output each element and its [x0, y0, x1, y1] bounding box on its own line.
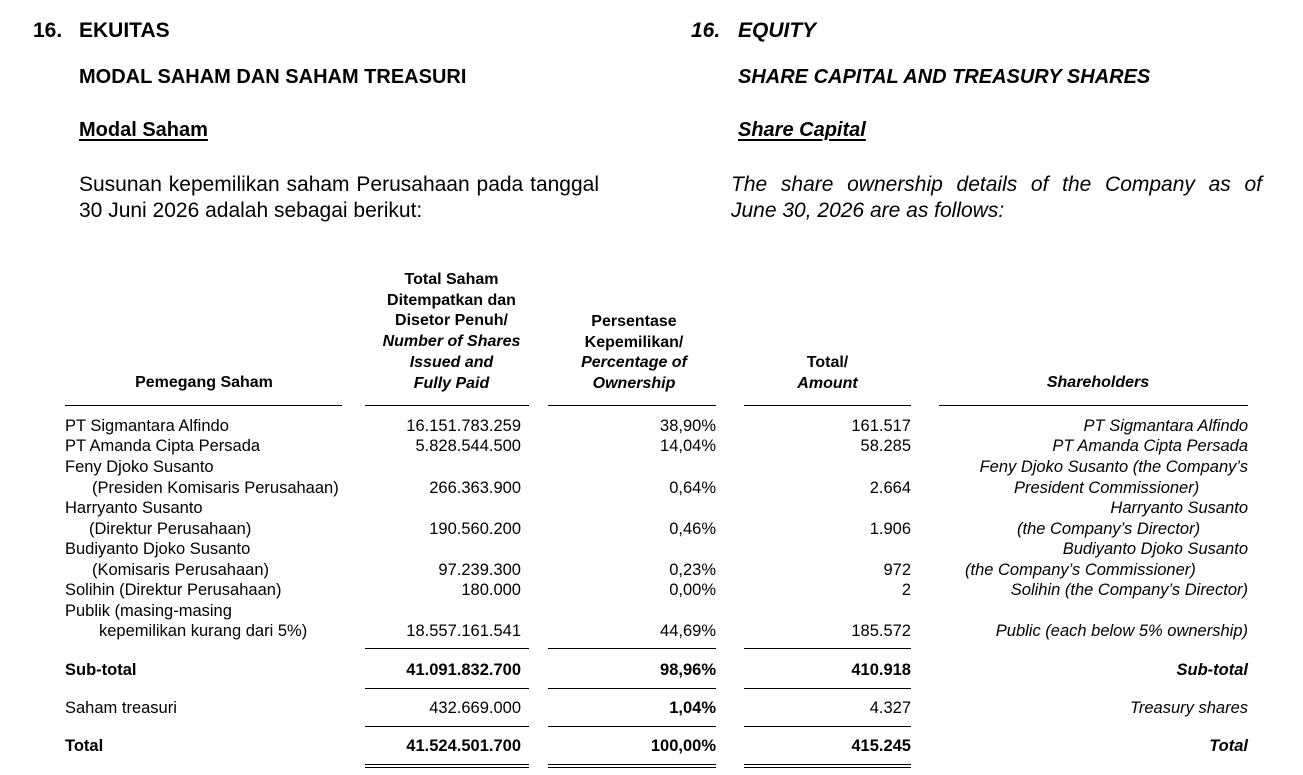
row-shares: 18.557.161.541 [406, 622, 521, 640]
header-pemegang-saham: Pemegang Saham [135, 374, 273, 391]
row-amount: 972 [883, 561, 911, 579]
section-number-left: 16. [33, 19, 63, 42]
row-amount: 1.906 [869, 520, 911, 538]
total-double-rule [744, 767, 911, 768]
row-name-sub: (Presiden Komisaris Perusahaan) [92, 479, 339, 497]
total-double-rule [365, 767, 529, 768]
header-amount-line: Total/ [806, 354, 849, 371]
treasury-amount: 4.327 [869, 699, 911, 717]
row-percent: 44,69% [660, 622, 716, 640]
treasury-label: Saham treasuri [65, 699, 177, 717]
treasury-percent: 1,04% [669, 699, 716, 717]
header-shares-line: Disetor Penuh/ [395, 312, 508, 330]
row-shareholder-en: Harryanto Susanto [1110, 499, 1248, 517]
row-name: Harryanto Susanto [65, 499, 203, 517]
row-name-sub: (Komisaris Perusahaan) [92, 561, 269, 579]
row-shares: 190.560.200 [429, 520, 521, 538]
header-rule [365, 405, 529, 406]
treasury-rule [365, 688, 529, 689]
row-shareholder-en: PT Amanda Cipta Persada [1052, 437, 1248, 455]
row-shareholder-en-sub: (the Company’s Commissioner) [965, 561, 1196, 579]
header-percent-line: Ownership [592, 375, 676, 393]
section-title-left: EKUITAS [79, 19, 170, 42]
header-shares-line: Fully Paid [413, 374, 490, 392]
total-percent: 100,00% [650, 737, 716, 755]
header-shares-line: Ditempatkan dan [387, 291, 516, 309]
header-rule [548, 405, 716, 406]
row-shareholder-en-sub: (the Company’s Director) [1017, 520, 1201, 538]
total-rule [365, 726, 529, 727]
row-name: PT Amanda Cipta Persada [65, 437, 261, 455]
header-shareholders: Shareholders [1046, 374, 1150, 391]
header-shares [360, 270, 543, 394]
row-percent: 0,64% [669, 479, 716, 497]
row-name: Solihin (Direktur Perusahaan) [65, 581, 282, 599]
row-amount: 161.517 [851, 417, 911, 435]
header-percent [548, 312, 720, 395]
subtotal-rule [548, 648, 716, 649]
row-percent: 0,23% [669, 561, 716, 579]
paragraph-left: Susunan kepemilikan saham Perusahaan pada tanggal 30 Juni 2026 adalah sebagai berikut: [79, 173, 599, 222]
total-double-rule [548, 764, 716, 765]
row-name-sub: kepemilikan kurang dari 5%) [99, 622, 308, 640]
header-rule [744, 405, 911, 406]
subheading-right: Share Capital [738, 119, 866, 141]
row-shares: 180.000 [461, 581, 521, 599]
row-percent: 0,00% [669, 581, 716, 599]
total-rule [548, 726, 716, 727]
row-shares: 16.151.783.259 [406, 417, 521, 435]
header-percent-line: Kepemilikan/ [584, 333, 684, 351]
row-name: PT Sigmantara Alfindo [65, 417, 229, 435]
treasury-shares: 432.669.000 [429, 699, 521, 717]
subtitle-left: MODAL SAHAM DAN SAHAM TREASURI [79, 66, 467, 88]
row-amount: 2.664 [869, 479, 911, 497]
row-shareholder-en-sub: President Commissioner) [1014, 479, 1200, 497]
row-name: Publik (masing-masing [65, 602, 232, 620]
total-double-rule [744, 764, 911, 765]
row-shareholder-en: Solihin (the Company’s Director) [1010, 581, 1248, 599]
row-shares: 266.363.900 [429, 479, 521, 497]
total-double-rule [365, 764, 529, 765]
row-shareholder-en: Feny Djoko Susanto (the Company’s [979, 458, 1248, 476]
row-percent: 0,46% [669, 520, 716, 538]
header-percent-line: Persentase [591, 313, 677, 330]
header-amount [744, 353, 911, 394]
header-shares-line: Issued and [409, 353, 494, 371]
total-label-en: Total [1209, 737, 1248, 755]
subtotal-percent: 98,96% [660, 661, 716, 679]
row-amount: 58.285 [860, 437, 911, 455]
row-shares: 97.239.300 [438, 561, 521, 579]
subtitle-right: SHARE CAPITAL AND TREASURY SHARES [738, 66, 1151, 88]
row-percent: 38,90% [660, 417, 716, 435]
total-rule [744, 726, 911, 727]
header-amount-line: Amount [797, 374, 858, 392]
treasury-rule [744, 688, 911, 689]
subtotal-label: Sub-total [65, 661, 137, 679]
row-shareholder-en: Budiyanto Djoko Susanto [1062, 540, 1248, 558]
header-rule [65, 405, 342, 406]
subtotal-label-en: Sub-total [1176, 661, 1248, 679]
paragraph-right-line2: June 30, 2026 are as follows: [731, 199, 1005, 222]
header-shares-line: Total Saham [404, 271, 499, 288]
total-label: Total [65, 737, 104, 755]
subtotal-shares: 41.091.832.700 [406, 661, 521, 679]
treasury-rule [548, 688, 716, 689]
row-name-sub: (Direktur Perusahaan) [89, 520, 252, 538]
header-rule [939, 405, 1248, 406]
subtotal-amount: 410.918 [851, 661, 911, 679]
row-shareholder-en: Public (each below 5% ownership) [995, 622, 1248, 640]
row-name: Feny Djoko Susanto [65, 458, 214, 476]
treasury-label-en: Treasury shares [1130, 699, 1248, 717]
header-percent-line: Percentage of [581, 354, 687, 372]
total-shares: 41.524.501.700 [406, 737, 521, 755]
subheading-left: Modal Saham [79, 119, 208, 141]
row-percent: 14,04% [660, 437, 716, 455]
row-shares: 5.828.544.500 [415, 437, 521, 455]
total-double-rule [548, 767, 716, 768]
row-amount: 2 [901, 581, 911, 599]
row-amount: 185.572 [851, 622, 911, 640]
total-amount: 415.245 [851, 737, 911, 755]
subtotal-rule [744, 648, 911, 649]
paragraph-right-line1: The share ownership details of the Company as of [731, 173, 1262, 196]
section-title-right: EQUITY [738, 19, 817, 42]
header-shares-line: Number of Shares [382, 333, 521, 351]
subtotal-rule [365, 648, 529, 649]
row-name: Budiyanto Djoko Susanto [65, 540, 251, 558]
section-number-right: 16. [691, 19, 721, 42]
row-shareholder-en: PT Sigmantara Alfindo [1083, 417, 1248, 435]
